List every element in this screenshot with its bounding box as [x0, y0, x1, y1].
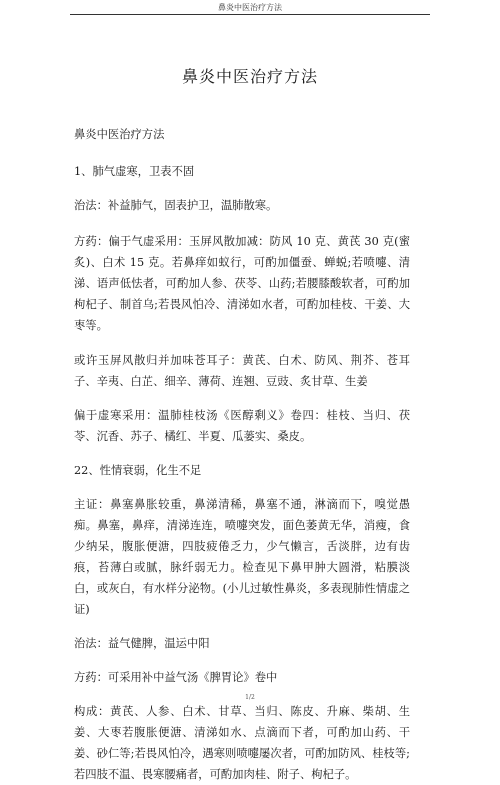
- composition: 构成：黄芪、人参、白术、甘草、当归、陈皮、升麻、柴胡、生姜、大枣若腹胀便溏、清涕如水、点滴而下者，可酌加山药、干姜、砂仁等;若畏风怕冷，遇寒则喷嚏屡次者，可酌加防风、桂枝等;若四肢不温、畏寒腰痛者，可酌加肉桂、附子、枸杞子。: [74, 705, 410, 781]
- treatment-method-2: 治法：益气健脾，温运中阳: [74, 637, 210, 650]
- document-title: 鼻炎中医治疗方法: [181, 67, 318, 86]
- header-divider: [70, 14, 430, 15]
- page-number: 1/2: [245, 694, 255, 701]
- intro-heading: 鼻炎中医治疗方法: [74, 128, 165, 141]
- symptoms: 主证：鼻塞鼻胀较重，鼻涕清稀，鼻塞不通，淋滴而下，嗅觉愚痴。鼻塞，鼻痒，清涕连连，喷嚏突发，面色萎黄无华，消瘦，食少纳呆，腹胀便溏，四肢疲倦乏力，少气懒言，舌淡胖，边有齿痕，苔薄白或腻，脉纤弱无力。检查见下鼻甲肿大圆滑，粘膜淡白，或灰白，有水样分泌物。(小儿过敏性鼻炎，多表现肺性情虚之证): [74, 498, 410, 616]
- prescription-2: 方药：可采用补中益气汤《脾胃论》卷中: [74, 671, 278, 684]
- section-heading-1: 1、肺气虚寒，卫表不固: [74, 165, 195, 178]
- treatment-method-1: 治法：补益肺气，固表护卫，温肺散寒。: [74, 199, 278, 212]
- page-header: 鼻炎中医治疗方法: [218, 3, 282, 12]
- section-heading-2: 22、性情衰弱，化生不足: [74, 464, 202, 477]
- document-body: [74, 124, 410, 785]
- prescription-1: 方药：偏于气虚采用：玉屏风散加减：防风 10 克、黄芪 30 克(蜜炙)、白术 15 克。若鼻痒如蚁行，可酌加僵蚕、蝉蜕;若喷嚏、清涕、语声低怯者，可酌加人参、茯苓、山药;若腰膝酸软者，可酌加枸杞子、制首乌;若畏风怕冷、清涕如水者，可酌加桂枝、干姜、大枣等。: [74, 235, 410, 332]
- alternative-prescription: 或许玉屏风散归并加味苍耳子：黄芪、白术、防风、荆芥、苍耳子、辛夷、白芷、细辛、薄荷、连翘、豆豉、炙甘草、生姜: [74, 354, 410, 388]
- deficiency-cold-prescription: 偏于虚寒采用：温肺桂枝汤《医醇剩义》卷四：桂枝、当归、茯苓、沉香、苏子、橘红、半夏、瓜蒌实、桑皮。: [74, 409, 410, 443]
